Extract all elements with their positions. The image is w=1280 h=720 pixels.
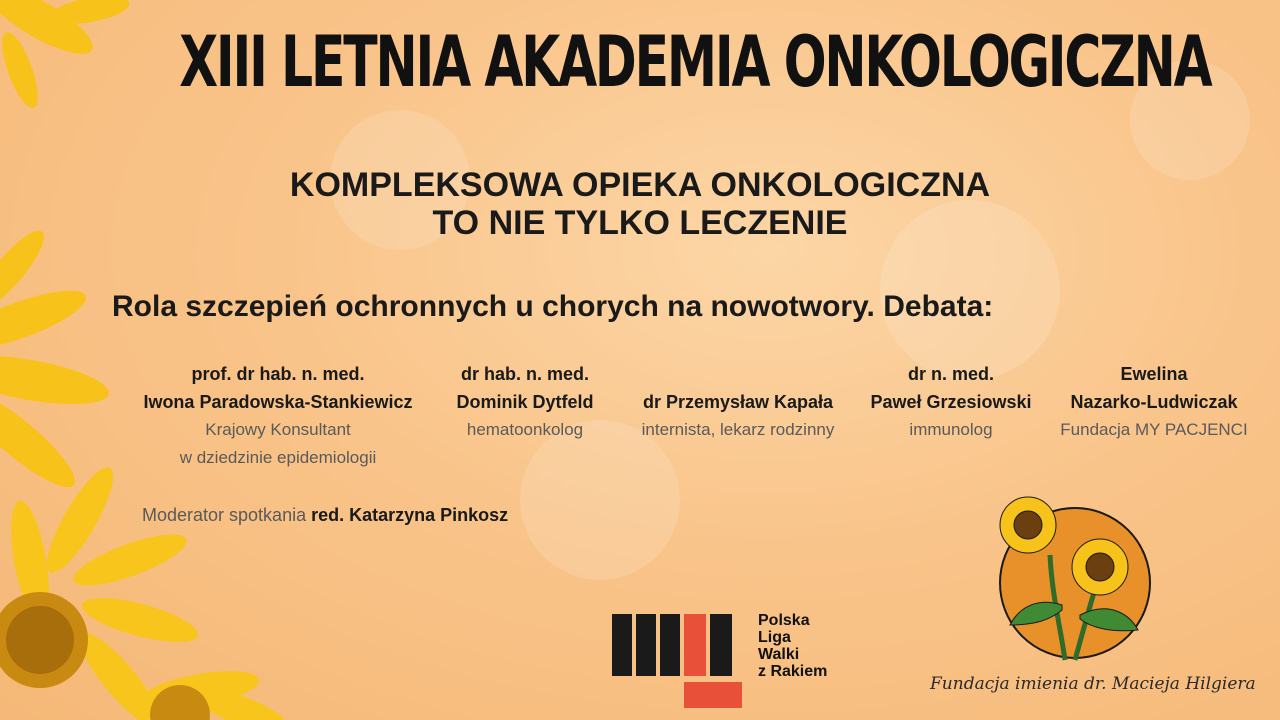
moderator-line <box>142 505 508 526</box>
speaker-role: immunolog <box>909 420 993 439</box>
plwr-text-line: z Rakiem <box>758 663 828 680</box>
speaker-grzesiowski <box>860 360 1042 444</box>
event-title: XIII LETNIA AKADEMIA ONKOLOGICZNA <box>179 21 1211 103</box>
speaker-paradowska <box>128 360 428 472</box>
speaker-dytfeld <box>440 360 610 444</box>
debate-topic: Rola szczepień ochronnych u chorych na nowotwory. Debata: <box>112 290 994 323</box>
plwr-text-line: Polska <box>758 612 810 629</box>
speaker-role: w dziedzinie epidemiologii <box>179 448 377 467</box>
speaker-name: Iwona Paradowska-Stankiewicz <box>143 392 413 412</box>
speaker-name: dr Przemysław Kapała <box>642 392 834 412</box>
foundation-caption: Fundacja imienia dr. Macieja Hilgiera <box>930 674 1256 694</box>
plwr-text-line: Walki <box>758 646 800 663</box>
plwr-logo-icon <box>612 612 872 712</box>
plwr-logo-text <box>758 612 827 680</box>
speaker-title: dr n. med. <box>907 364 994 384</box>
event-subtitle <box>0 166 1280 242</box>
moderator-label: Moderator spotkania <box>142 505 307 525</box>
speaker-role: internista, lekarz rodzinny <box>641 420 835 439</box>
speaker-role: Krajowy Konsultant <box>205 420 351 439</box>
plwr-text-line: Liga <box>758 629 791 646</box>
subtitle-line: TO NIE TYLKO LECZENIE <box>432 204 848 242</box>
speaker-role: hematoonkolog <box>466 420 584 439</box>
subtitle-line: KOMPLEKSOWA OPIEKA ONKOLOGICZNA <box>289 166 991 204</box>
speaker-nazarko <box>1050 360 1258 444</box>
speaker-kapala <box>624 388 852 444</box>
speaker-name: Paweł Grzesiowski <box>870 392 1032 412</box>
bokeh-circle <box>520 420 680 580</box>
moderator-name: red. Katarzyna Pinkosz <box>311 505 509 525</box>
speaker-name: Nazarko-Ludwiczak <box>1070 392 1238 412</box>
speaker-name: Dominik Dytfeld <box>456 392 594 412</box>
speaker-role: Fundacja MY PACJENCI <box>1060 420 1248 439</box>
foundation-sunflower-logo-icon <box>990 495 1160 665</box>
speaker-title: dr hab. n. med. <box>460 364 589 384</box>
speaker-title: prof. dr hab. n. med. <box>191 364 365 384</box>
speaker-title: Ewelina <box>1120 364 1188 384</box>
